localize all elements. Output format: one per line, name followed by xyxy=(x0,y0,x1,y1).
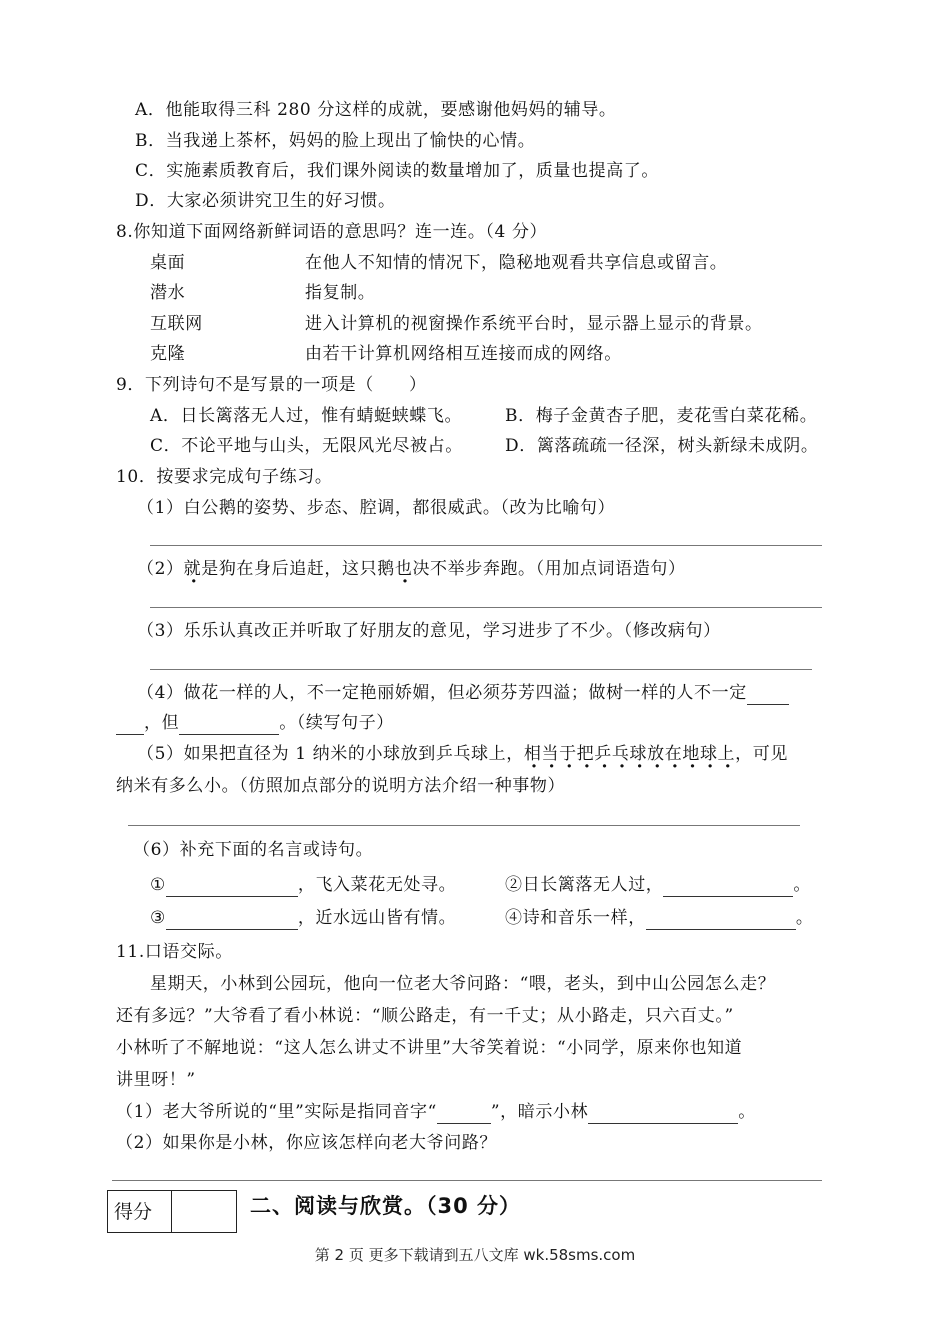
fill-blank[interactable] xyxy=(588,1105,738,1124)
q11-passage-line: 星期天，小林到公园玩，他向一位老大爷问路：“喂，老头，到中山公园怎么走？ xyxy=(150,974,776,994)
answer-line[interactable] xyxy=(150,545,822,546)
answer-line[interactable] xyxy=(150,669,812,670)
score-box xyxy=(107,1190,237,1233)
q8-term: 潜水 xyxy=(150,283,186,303)
q10-prompt: 10．按要求完成句子练习。 xyxy=(116,467,333,487)
q11-passage-line: 还有多远？”大爷看了看小林说：“顺公路走，有一千丈；从小路走，只六百丈。” xyxy=(116,1006,734,1026)
q8-meaning: 在他人不知情的情况下，隐秘地观看共享信息或留言。 xyxy=(305,253,728,273)
q8-meaning: 指复制。 xyxy=(305,283,376,303)
emphasis-dot-char: 就 xyxy=(183,559,202,579)
q10-sentence-5: （5）如果把直径为 1 纳米的小球放到乒乓球上，相当于把乒乓球放在地球上，可见 xyxy=(137,744,788,764)
q11-passage-line: 小林听了不解地说：“这人怎么讲丈不讲里”大爷笑着说：“小同学，原来你也知道 xyxy=(116,1038,743,1058)
q9-option-c: C．不论平地与山头，无限风光尽被占。 xyxy=(150,436,463,456)
q9-prompt: 9．下列诗句不是写景的一项是（ ） xyxy=(116,375,427,395)
emphasis-dot-char: 放 xyxy=(647,744,665,764)
emphasis-dot-char: 相 xyxy=(523,744,542,764)
q11-passage-line: 讲里呀！” xyxy=(116,1070,196,1090)
q10-fill-2: ②日长篱落无人过， 。 xyxy=(505,875,812,895)
score-box-divider xyxy=(171,1191,172,1232)
emphasis-dot-char: 球 xyxy=(629,744,648,764)
fill-blank[interactable] xyxy=(646,911,796,930)
q11-prompt: 11.口语交际。 xyxy=(116,942,233,962)
fill-blank[interactable] xyxy=(747,686,789,705)
q10-sentence-6: （6）补充下面的名言或诗句。 xyxy=(133,840,374,860)
q7-option-c: C．实施素质教育后，我们课外阅读的数量增加了，质量也提高了。 xyxy=(135,161,660,181)
q9-option-d: D．篱落疏疏一径深，树头新绿未成阴。 xyxy=(505,436,819,456)
q11-question-2: （2）如果你是小林，你应该怎样向老大爷问路？ xyxy=(116,1133,498,1153)
page-footer: 第 2 页 更多下载请到五八文库 wk.58sms.com xyxy=(314,1246,636,1264)
q7-option-a: A．他能取得三科 280 分这样的成就，要感谢他妈妈的辅导。 xyxy=(135,100,617,120)
q10-fill-1: ① ，飞入菜花无处寻。 xyxy=(150,875,457,895)
emphasized-phrase xyxy=(524,744,735,764)
emphasis-dot-char: 当 xyxy=(541,744,560,764)
emphasis-dot-char: 上 xyxy=(717,744,736,764)
q8-term: 克隆 xyxy=(150,344,186,364)
section-title: 二、阅读与欣赏。（30 分） xyxy=(250,1194,522,1218)
q10-sentence-4: （4）做花一样的人，不一定艳丽娇媚，但必须芬芳四溢；做树一样的人不一定 xyxy=(137,681,789,705)
q8-prompt: 8.你知道下面网络新鲜词语的意思吗？连一连。（4 分） xyxy=(116,222,548,242)
q10-sentence-1: （1）白公鹅的姿势、步态、腔调，都很威武。（改为比喻句） xyxy=(137,498,616,518)
emphasis-dot-char: 也 xyxy=(394,559,413,579)
fill-blank[interactable] xyxy=(166,878,298,897)
q10-sentence-3: （3）乐乐认真改正并听取了好朋友的意见，学习进步了不少。（修改病句） xyxy=(137,621,721,641)
q8-meaning: 进入计算机的视窗操作系统平台时，显示器上显示的背景。 xyxy=(305,314,763,334)
fill-blank[interactable] xyxy=(166,911,298,930)
q10-fill-3: ③ ，近水远山皆有情。 xyxy=(150,908,457,928)
answer-line[interactable] xyxy=(128,825,800,826)
q11-question-1: （1）老大爷所说的“里”实际是指同音字“ ”，暗示小林 。 xyxy=(116,1102,756,1122)
q8-term: 桌面 xyxy=(150,253,186,273)
q7-option-b: B．当我递上茶杯，妈妈的脸上现出了愉快的心情。 xyxy=(135,131,536,151)
emphasis-dot-char: 地 xyxy=(682,744,700,764)
emphasis-dot-char: 于 xyxy=(559,744,577,764)
score-label: 得分 xyxy=(114,1201,153,1223)
fill-blank[interactable] xyxy=(437,1105,491,1124)
emphasis-dot-char: 把 xyxy=(576,744,595,764)
q10-sentence-2: （2）就是狗在身后追赶，这只鹅也决不举步奔跑。（用加点词语造句） xyxy=(137,559,686,579)
emphasis-dot-char: 在 xyxy=(664,744,683,764)
q8-meaning: 由若干计算机网络相互连接而成的网络。 xyxy=(305,344,622,364)
fill-blank[interactable] xyxy=(663,878,793,897)
answer-line[interactable] xyxy=(150,607,822,608)
fill-blank[interactable] xyxy=(179,716,279,735)
q9-option-b: B．梅子金黄杏子肥，麦花雪白菜花稀。 xyxy=(505,406,818,426)
q10-sentence-5-cont: 纳米有多么小。（仿照加点部分的说明方法介绍一种事物） xyxy=(116,776,566,796)
emphasis-dot-char: 球 xyxy=(699,744,718,764)
q10-fill-4: ④诗和音乐一样， 。 xyxy=(505,908,814,928)
q9-option-a: A．日长篱落无人过，惟有蜻蜓蛱蝶飞。 xyxy=(150,406,463,426)
q8-term: 互联网 xyxy=(150,314,203,334)
answer-line[interactable] xyxy=(112,1180,822,1181)
q7-option-d: D．大家必须讲究卫生的好习惯。 xyxy=(135,191,396,211)
emphasis-dot-char: 乒 xyxy=(594,744,612,764)
q10-sentence-4-cont: ，但 。（续写句子） xyxy=(116,711,394,735)
fill-blank[interactable] xyxy=(116,716,144,735)
emphasis-dot-char: 乓 xyxy=(611,744,630,764)
